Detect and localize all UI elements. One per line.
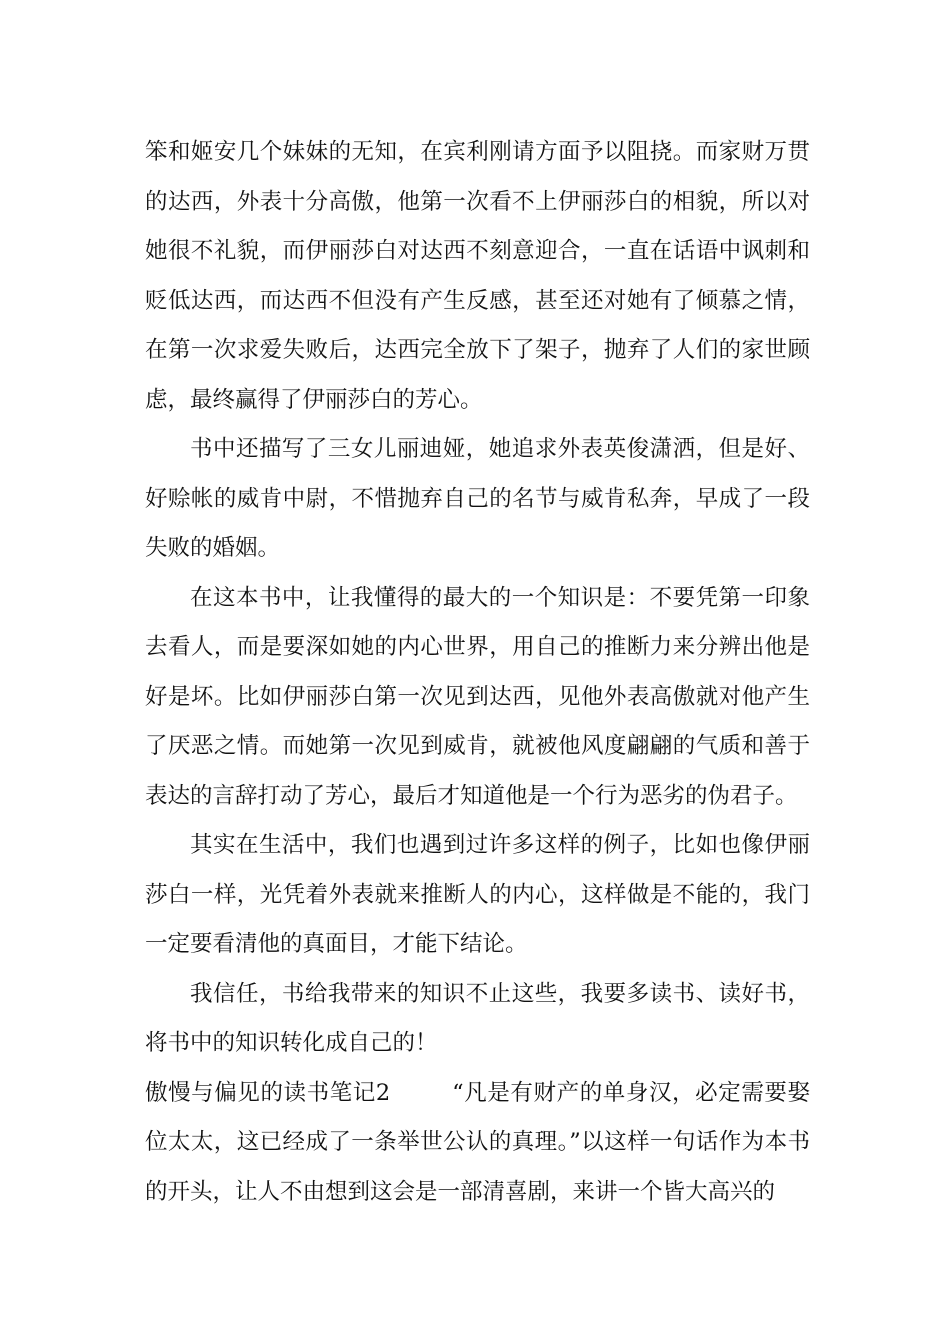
section-heading: 傲慢与偏见的读书笔记2 [145,1079,391,1106]
document-body [145,128,810,1217]
paragraph-4: 其实在生活中，我们也遇到过许多这样的例子，比如也像伊丽莎白一样，光凭着外表就来推断人的内心，这样做是不能的，我门一定要看清他的真面目，才能下结论。 [145,832,810,957]
paragraph-3: 在这本书中，让我懂得的最大的一个知识是：不要凭第一印象去看人，而是要深如她的内心世界，用自己的推断力来分辨出他是好是坏。比如伊丽莎白第一次见到达西，见他外表高傲就对他产生了厌恶之情。而她第一次见到威肯，就被他风度翩翩的气质和善于表达的言辞打动了芳心，最后才知道他是一个行为恶劣的伪君子。 [145,584,810,809]
section-text: “凡是有财产的单身汉，必定需要娶位太太，这已经成了一条举世公认的真理。”以这样一句话作为本书的开头，让人不由想到这会是一部清喜剧，来讲一个皆大高兴的 [145,1079,810,1205]
paragraph-1: 笨和姬安几个妹妹的无知，在宾利刚请方面予以阻挠。而家财万贯的达西，外表十分高傲，他第一次看不上伊丽莎白的相貌，所以对她很不礼貌，而伊丽莎白对达西不刻意迎合，一直在话语中讽刺和贬低达西，而达西不但没有产生反感，甚至还对她有了倾慕之情，在第一次求爱失败后，达西完全放下了架子，抛弃了人们的家世顾虑，最终赢得了伊丽莎白的芳心。 [145,139,810,413]
paragraph-2: 书中还描写了三女儿丽迪娅，她追求外表英俊潇洒，但是好、好赊帐的威肯中尉，不惜抛弃自己的名节与威肯私奔，早成了一段失败的婚姻。 [145,436,810,561]
paragraph-5: 我信任，书给我带来的知识不止这些，我要多读书、读好书，将书中的知识转化成自己的！ [145,980,810,1056]
section-paragraph [145,1069,810,1218]
